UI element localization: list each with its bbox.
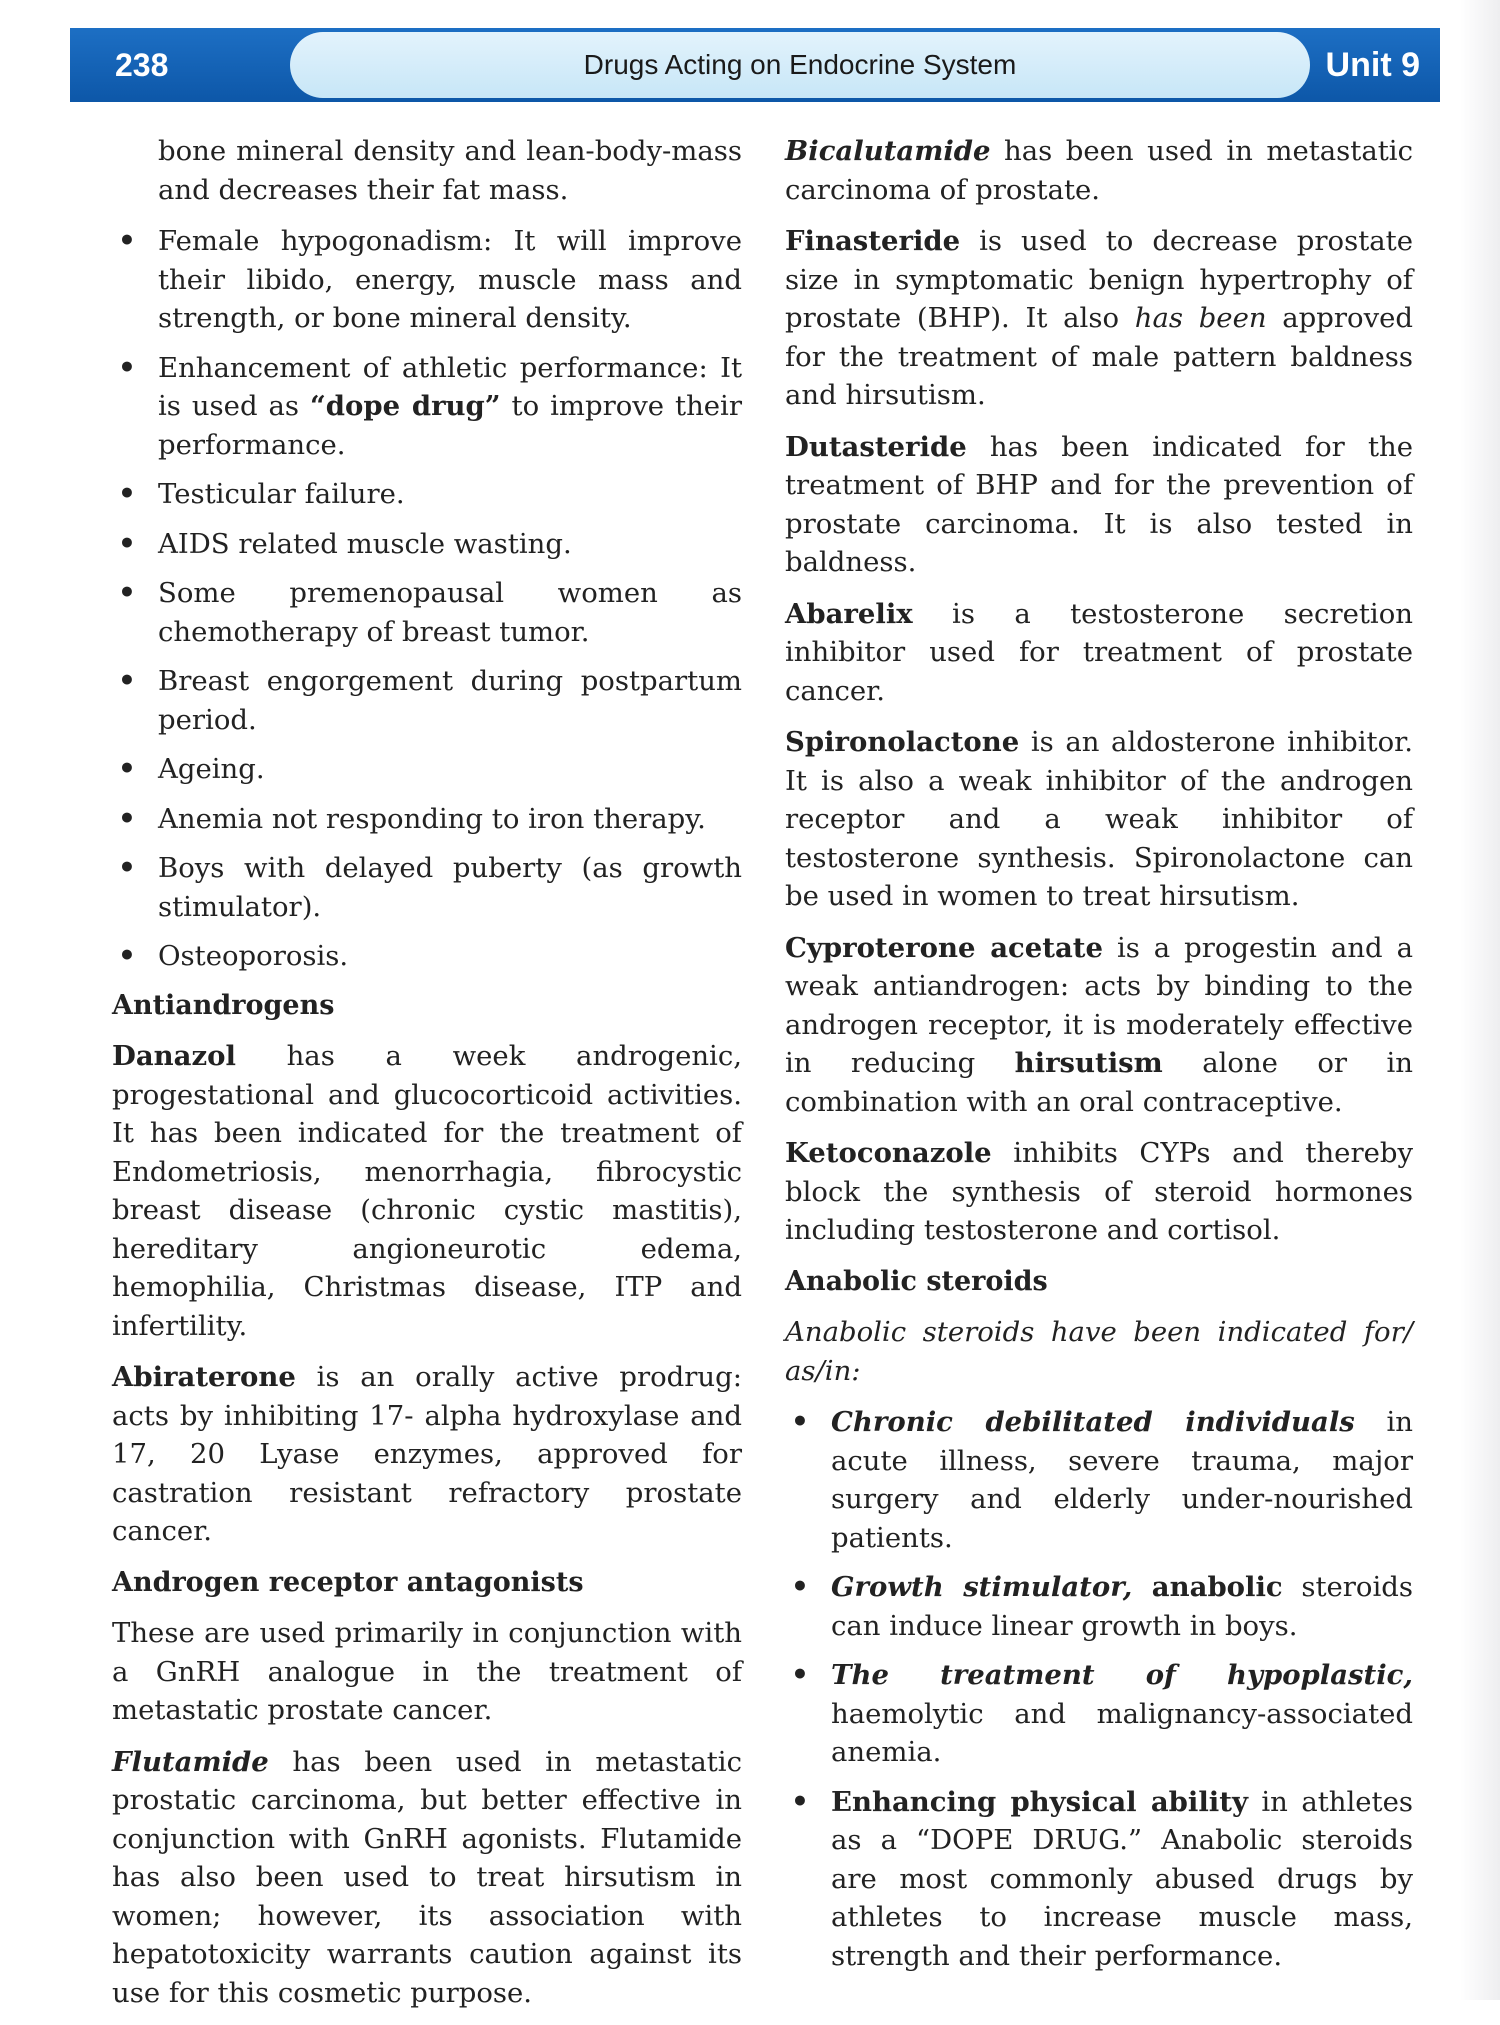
paragraph-text: is a progestin and a weak antiandrogen: acts by binding to the androgen receptor, it is moderately effective in reducing: [785, 931, 1413, 1079]
list-item-text: AIDS related muscle wasting.: [158, 527, 572, 560]
bullet-icon: •: [791, 1784, 809, 1818]
danazol-term: Danazol: [112, 1040, 236, 1072]
paragraph-text: is an orally active prodrug: acts by inhibiting 17- alpha hydroxylase and 17, 20 Lyase enzymes, approved for castration resistant refractory prostate cancer.: [112, 1361, 742, 1547]
anabolic-term: anabolic: [1132, 1571, 1283, 1603]
list-item-text: Some premenopausal women as chemotherapy of breast tumor.: [158, 577, 742, 648]
bicalutamide-term: Bicalutamide: [785, 135, 991, 167]
paragraph-text: is used to decrease prostate size in symptomatic benign hypertrophy of prostate (BHP). It also: [785, 225, 1413, 334]
list-item-text: Enhancement of athletic performance: It is used as: [158, 351, 742, 422]
paragraph-text: has been used in metastatic prostatic carcinoma, but better effective in conjunction with GnRH agonists. Flutamide has also been used to treat hirsutism in women; however, its association with hepatotoxicity warrants caution against its use for this cosmetic purpose.: [112, 1745, 742, 2009]
paragraph-text: is a testosterone secretion inhibitor used for treatment of prostate cancer.: [785, 597, 1413, 707]
dutasteride-term: Dutasteride: [785, 430, 967, 463]
bullet-icon: •: [118, 477, 136, 510]
bullet-icon: •: [118, 939, 136, 972]
list-item-text: Boys with delayed puberty (as growth stimulator).: [158, 852, 742, 923]
list-item-text: in acute illness, severe trauma, major surgery and elderly under-nourished patients.: [831, 1406, 1413, 1554]
ketoconazole-paragraph: [785, 1134, 1413, 1250]
bullet-icon: •: [118, 224, 136, 257]
dope-drug-term: “dope drug”: [309, 390, 501, 422]
paragraph-text: alone or in combination with an oral contraceptive.: [785, 1047, 1413, 1118]
paragraph-text: has a week androgenic, progestational and glucocorticoid activities. It has been indicated for the treatment of Endometriosis, menorrhagia, fibrocystic breast disease (chronic cystic mastitis), hereditary angioneurotic edema, hemophilia, Christmas disease, ITP and infertility.: [112, 1040, 742, 1342]
chapter-title: Drugs Acting on Endocrine System: [290, 32, 1310, 98]
abarelix-term: Abarelix: [785, 597, 913, 630]
list-item-text: Anemia not responding to iron therapy.: [158, 802, 706, 835]
list-item-term: Chronic debilitated individuals: [831, 1406, 1355, 1438]
bullet-icon: •: [118, 801, 136, 835]
finasteride-paragraph: [785, 222, 1413, 415]
abarelix-paragraph: [785, 595, 1413, 711]
list-item-text: Testicular failure.: [158, 478, 405, 510]
abiraterone-term: Abiraterone: [112, 1361, 296, 1393]
antiandrogens-heading: Antiandrogens: [112, 989, 335, 1021]
list-item: [112, 475, 742, 514]
finasteride-term: Finasteride: [785, 225, 961, 257]
list-item: [112, 349, 742, 465]
list-item: [112, 222, 742, 338]
page-edge-shadow: [1460, 0, 1500, 2000]
list-item: [112, 750, 742, 789]
anabolic-indications-list: [785, 1403, 1413, 1975]
receptor-antagonists-heading: Androgen receptor antagonists: [112, 1566, 584, 1598]
list-item-text: Breast engorgement during postpartum period.: [158, 665, 742, 736]
paragraph-text: approved for the treatment of male pattern baldness and hirsutism.: [785, 302, 1414, 411]
list-item-term: Enhancing physical ability: [831, 1785, 1248, 1818]
bullet-icon: •: [118, 350, 136, 384]
danazol-paragraph: [112, 1037, 742, 1345]
anabolic-intro-text: Anabolic steroids have been indicated for/ as/in:: [785, 1316, 1413, 1387]
list-item-term: The treatment of hypoplastic,: [831, 1659, 1413, 1691]
list-item-text: Osteoporosis.: [158, 940, 349, 972]
list-item-text: haemolytic and malignancy-associated anemia.: [831, 1697, 1413, 1768]
ketoconazole-term: Ketoconazole: [785, 1137, 992, 1169]
paragraph-text: has been indicated for the treatment of BHP and for the prevention of prostate carcinoma. It is also tested in baldness.: [785, 430, 1413, 578]
unit-label: Unit 9: [1325, 45, 1420, 84]
list-item: [112, 525, 742, 564]
anabolic-intro: [785, 1313, 1413, 1390]
list-item: [112, 937, 742, 976]
list-item: [112, 662, 742, 739]
list-item: [112, 849, 742, 926]
page-header: [70, 28, 1440, 102]
list-item-text: to improve their performance.: [158, 390, 743, 461]
list-item: [112, 800, 742, 839]
bullet-icon: •: [118, 851, 136, 884]
paragraph-text: has been used in metastatic carcinoma of prostate.: [785, 135, 1413, 206]
flutamide-paragraph: [112, 1743, 742, 2013]
hirsutism-term: hirsutism: [1014, 1047, 1163, 1079]
list-item: [785, 1656, 1413, 1772]
list-item-text: Female hypogonadism: It will improve their libido, energy, muscle mass and strength, or bone mineral density.: [158, 225, 742, 334]
receptor-paragraph: These are used primarily in conjunction with a GnRH analogue in the treatment of metastatic prostate cancer.: [112, 1617, 742, 1726]
cyproterone-term: Cyproterone acetate: [785, 931, 1103, 964]
continuation-text: bone mineral density and lean-body-mass and decreases their fat mass.: [158, 135, 742, 206]
flutamide-term: Flutamide: [112, 1745, 269, 1778]
right-column: [785, 132, 1413, 1986]
list-item-term: Growth stimulator,: [831, 1571, 1133, 1603]
cyproterone-paragraph: [785, 929, 1413, 1122]
abiraterone-paragraph: [112, 1358, 742, 1551]
emphasis-text: has been: [1134, 302, 1267, 334]
bullet-icon: •: [118, 576, 136, 609]
bullet-icon: •: [791, 1405, 809, 1438]
bicalutamide-paragraph: [785, 132, 1413, 209]
spironolactone-paragraph: [785, 723, 1413, 916]
left-column: [112, 132, 742, 2025]
spironolactone-term: Spironolactone: [785, 726, 1020, 758]
bullet-icon: •: [118, 752, 136, 785]
bullet-icon: •: [118, 664, 136, 697]
list-item: [785, 1783, 1413, 1976]
bullet-icon: •: [791, 1570, 809, 1603]
bullet-icon: •: [118, 526, 136, 560]
list-item-text: Ageing.: [158, 753, 265, 785]
list-item: [785, 1403, 1413, 1557]
list-item: [112, 574, 742, 651]
list-item-text: steroids can induce linear growth in boys.: [831, 1571, 1413, 1642]
list-item-text: in athletes as a “DOPE DRUG.” Anabolic steroids are most commonly abused drugs by athletes to increase muscle mass, strength and their performance.: [831, 1785, 1413, 1972]
bullet-icon: •: [791, 1658, 809, 1691]
indications-list: [112, 222, 742, 976]
page-number: 238: [115, 46, 169, 83]
anabolic-steroids-heading: Anabolic steroids: [785, 1265, 1048, 1297]
paragraph-text: inhibits CYPs and thereby block the synthesis of steroid hormones including testosterone and cortisol.: [785, 1137, 1413, 1246]
list-item: [785, 1568, 1413, 1645]
paragraph-text: is an aldosterone inhibitor. It is also a weak inhibitor of the androgen receptor and a weak inhibitor of testosterone synthesis. Spironolactone can be used in women to treat hirsutism.: [785, 726, 1413, 912]
dutasteride-paragraph: [785, 428, 1413, 582]
